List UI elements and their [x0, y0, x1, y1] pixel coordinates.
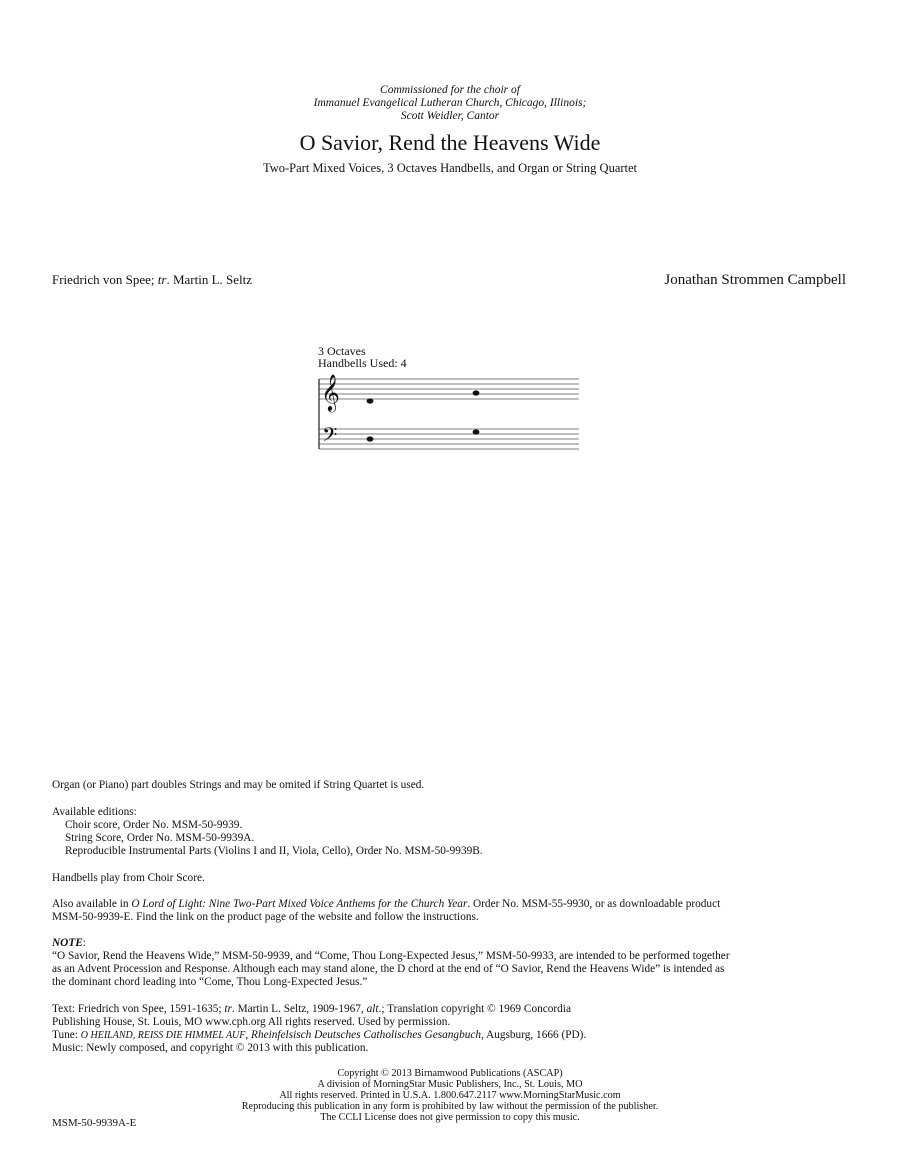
available-editions [52, 806, 852, 858]
edition-item: Choir score, Order No. MSM-50-9939. [65, 819, 243, 831]
collection-title: O Lord of Light: Nine Two-Part Mixed Voice Anthems for the Church Year [131, 898, 468, 910]
note-heading: NOTE [52, 937, 83, 949]
handbell-staff [317, 371, 583, 453]
tune-sep: , [245, 1029, 252, 1041]
tr-abbr: tr [157, 272, 167, 287]
handbells-note: Handbells play from Choir Score. [52, 872, 205, 884]
handbell-range-label [318, 345, 407, 369]
catalog-number: MSM-50-9939A-E [52, 1117, 137, 1129]
organ-note: Organ (or Piano) part doubles Strings and may be omited if String Quartet is used. [52, 779, 425, 791]
text-credit-line2: Publishing House, St. Louis, MO www.cph.org All rights reserved. Used by permission. [52, 1016, 451, 1028]
page-title: O Savior, Rend the Heavens Wide [299, 130, 601, 155]
note-line: “O Savior, Rend the Heavens Wide,” MSM-50-9939, and “Come, Thou Long-Expected Jesus,” MSM-50-9933, are intended to be performed together [52, 950, 730, 962]
treble-clef-icon: 𝄞 [321, 373, 340, 411]
tr-abbr: tr [224, 1003, 232, 1015]
copyright-footer [0, 1068, 900, 1123]
also-rest: . Order No. MSM-55-9930, or as downloadable product [467, 898, 721, 910]
tune-name: O HEILAND, REISS DIE HIMMEL AUF [80, 1030, 246, 1041]
note-colon: : [82, 937, 86, 949]
footer-line: Copyright © 2013 Birnamwood Publications (ASCAP) [337, 1068, 563, 1079]
also-line2: MSM-50-9939-E. Find the link on the product page of the website and follow the instructions. [52, 911, 479, 923]
text-credit-mid: . Martin L. Seltz, 1909-1967, [231, 1003, 367, 1015]
edition-item: Reproducible Instrumental Parts (Violins I and II, Viola, Cello), Order No. MSM-50-9939B. [65, 845, 483, 857]
alt-abbr: alt [366, 1003, 379, 1015]
note-head [367, 398, 374, 403]
also-prefix: Also available in [52, 898, 132, 910]
footer-line: A division of MorningStar Music Publishers, Inc., St. Louis, MO [317, 1079, 583, 1090]
lyricist-credit [52, 272, 252, 288]
lyricist-name: Friedrich von Spee; [52, 272, 158, 287]
note-head [367, 436, 374, 441]
tune-end: , Augsburg, 1666 (PD). [481, 1029, 587, 1041]
footer-line: All rights reserved. Printed in U.S.A. 1.800.647.2117 www.MorningStarMusic.com [279, 1090, 621, 1101]
composer-credit: Jonathan Strommen Campbell [664, 272, 846, 288]
tune-prefix: Tune: [52, 1029, 81, 1041]
voicing-subtitle: Two-Part Mixed Voices, 3 Octaves Handbells, and Organ or String Quartet [262, 161, 638, 175]
editions-heading: Available editions: [52, 806, 137, 818]
footer-line: Reproducing this publication in any form is prohibited by law without the permission of the publisher. [241, 1101, 659, 1112]
note-head [473, 429, 480, 434]
music-credit: Music: Newly composed, and copyright © 2013 with this publication. [52, 1042, 369, 1054]
octaves-label: 3 Octaves [318, 344, 366, 358]
also-available-note [52, 898, 852, 924]
text-credit-end: .; Translation copyright © 1969 Concordia [378, 1003, 571, 1015]
commission-line: Commissioned for the choir of [380, 84, 520, 96]
bass-clef-icon: 𝄢 [322, 423, 338, 451]
tune-source: Rheinfelsisch Deutsches Catholisches Gesangbuch [251, 1029, 482, 1041]
note-line: the dominant chord leading into “Come, Thou Long-Expected Jesus.” [52, 976, 368, 988]
handbells-used-label: Handbells Used: 4 [318, 356, 407, 370]
performance-note [52, 937, 852, 989]
commission-line: Immanuel Evangelical Lutheran Church, Chicago, Illinois; [313, 97, 587, 109]
source-credits [52, 1003, 852, 1055]
commission-line: Scott Weidler, Cantor [400, 110, 500, 122]
note-head [473, 390, 480, 395]
commission-note [0, 84, 900, 123]
edition-item: String Score, Order No. MSM-50-9939A. [65, 832, 255, 844]
text-credit: Text: Friedrich von Spee, 1591-1635; [52, 1003, 225, 1015]
translator-name: . Martin L. Seltz [166, 272, 253, 287]
note-line: as an Advent Procession and Response. Although each may stand alone, the D chord at the end of “O Savior, Rend the Heavens Wide” is intended as [52, 963, 725, 975]
footer-line: The CCLI License does not give permission to copy this music. [320, 1112, 580, 1123]
